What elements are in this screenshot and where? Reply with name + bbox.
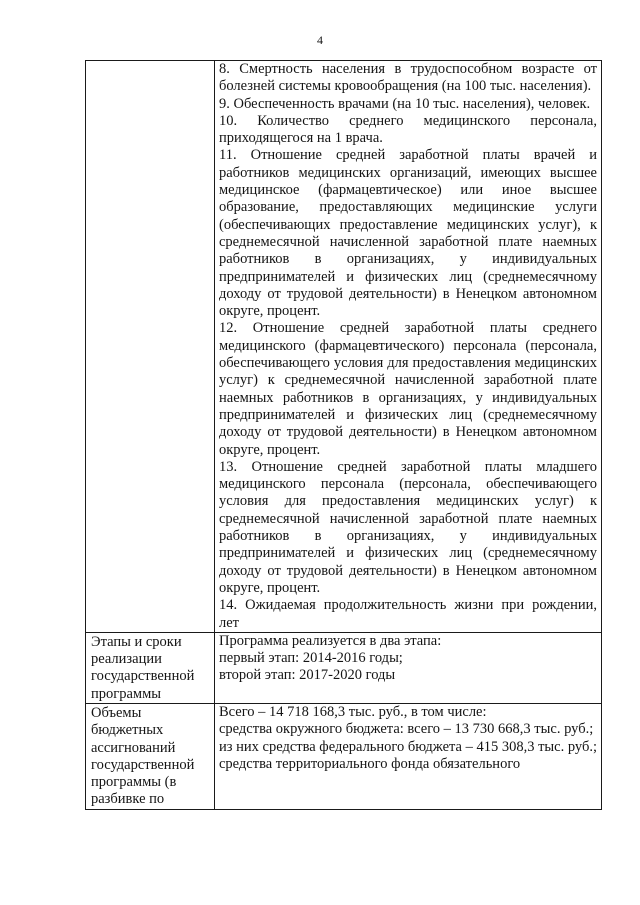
page-number: 4 <box>317 33 323 47</box>
indicator-10: 10. Количество среднего медицинского персонала, приходящегося на 1 врача. <box>219 112 597 147</box>
indicator-11: 11. Отношение средней заработной платы врачей и работников медицинских организаций, имеющих высшее медицинское (фармацевтическое) или иное высшее образование, предоставляющих медицинские услуги (обеспечивающих предоставление медицинских услуг), к среднемесячной начисленной заработной плате наемных работников в организациях, у индивидуальных предпринимателей и физических лиц (среднемесячному доходу от трудовой деятельности) в Ненецком автономном округе, процент. <box>219 147 597 320</box>
stages-line-3: второй этап: 2017-2020 годы <box>219 667 396 684</box>
program-passport-table <box>85 60 602 810</box>
indicator-12: 12. Отношение средней заработной платы среднего медицинского (фармацевтического) персонала (персонала, обеспечивающего условия для предоставления медицинских услуг) к среднемесячной начисленной заработной плате наемных работников в организациях, у индивидуальных предпринимателей и физических лиц (среднемесячному доходу от трудовой деятельности) в Ненецком автономном округе, процент. <box>219 320 597 458</box>
stages-line-2: первый этап: 2014-2016 годы; <box>219 650 403 667</box>
indicator-13: 13. Отношение средней заработной платы младшего медицинского персонала (персонала, обеспечивающего условия для предоставления медицинских услуг) к среднемесячной начисленной заработной плате наемных работников в организациях, у индивидуальных предпринимателей и физических лиц (среднемесячному доходу от трудовой деятельности) в Ненецком автономном округе, процент. <box>219 458 597 596</box>
indicator-8: 8. Смертность населения в трудоспособном возрасте от болезней системы кровообращения (на 100 тыс. населения). <box>219 61 597 95</box>
indicators-content-cell <box>215 61 602 633</box>
indicators-row <box>86 61 602 633</box>
stages-line-1: Программа реализуется в два этапа: <box>219 632 442 649</box>
indicators-label-cell <box>86 61 215 633</box>
indicator-9: 9. Обеспеченность врачами (на 10 тыс. населения), человек. <box>219 95 591 112</box>
stages-row <box>86 632 602 703</box>
budget-content-cell <box>215 703 602 809</box>
budget-row <box>86 703 602 809</box>
stages-label: Этапы и сроки реализации государственной программы <box>86 632 215 703</box>
budget-label: Объемы бюджетных ассигнований государственной программы (в разбивке по <box>86 703 215 809</box>
budget-line-1: Всего – 14 718 168,3 тыс. руб., в том числе: <box>219 703 487 720</box>
budget-line-4: средства территориального фонда обязательного <box>219 755 521 772</box>
indicator-14: 14. Ожидаемая продолжительность жизни при рождении, лет <box>219 597 597 631</box>
stages-content-cell <box>215 632 602 703</box>
budget-line-2: средства окружного бюджета: всего – 13 730 668,3 тыс. руб.; <box>219 721 594 738</box>
budget-line-3: из них средства федерального бюджета – 415 308,3 тыс. руб.; <box>219 738 597 755</box>
